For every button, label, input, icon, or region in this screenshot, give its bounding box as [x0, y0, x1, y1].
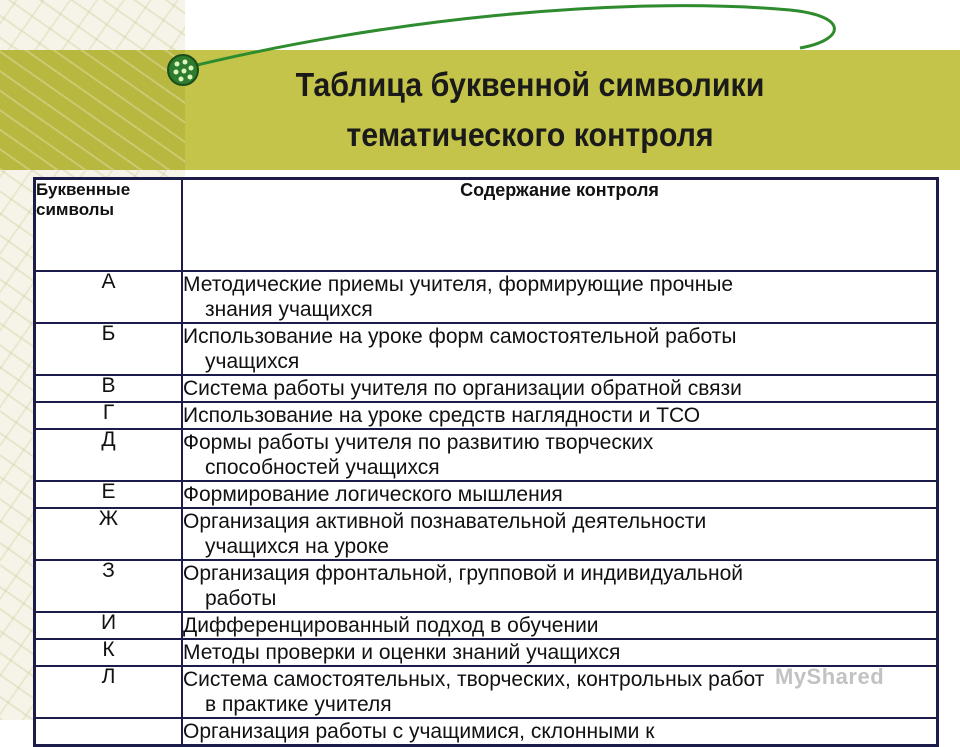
row-content-line-2: в практике учителя: [205, 693, 392, 716]
row-symbol: К: [35, 639, 183, 666]
slide-title: [226, 60, 833, 160]
row-symbol: Л: [35, 666, 183, 718]
row-content-line-2: знания учащихся: [205, 298, 373, 321]
row-symbol: И: [35, 612, 183, 639]
table-row: [35, 508, 938, 560]
row-symbol: Г: [35, 402, 183, 429]
row-content-line-2: учащихся: [205, 350, 300, 373]
table-row: [35, 612, 938, 639]
row-symbol: [35, 718, 183, 746]
table-row: [35, 271, 938, 323]
watermark: MyShared: [775, 664, 885, 689]
table-row: [35, 481, 938, 508]
control-table: [33, 177, 939, 747]
row-content-line-1: Организация активной познавательной деятельности: [183, 510, 707, 533]
row-content-line-1: Формирование логического мышления: [183, 483, 563, 506]
table-row: [35, 639, 938, 666]
row-content-line-2: способностей учащихся: [205, 456, 440, 479]
table-row: [35, 718, 938, 746]
row-content-line-1: Использование на уроке средств наглядности и ТСО: [183, 404, 701, 427]
row-content: [182, 481, 938, 508]
row-content: [182, 639, 938, 666]
row-symbol: Д: [35, 429, 183, 481]
ornament-ball-icon: [168, 55, 198, 85]
row-content-line-1: Методы проверки и оценки знаний учащихся: [183, 641, 621, 664]
header-content: Содержание контроля: [182, 179, 938, 272]
row-content: [182, 375, 938, 402]
title-line-1: Таблица буквенной символики: [295, 66, 765, 103]
table-row: [35, 375, 938, 402]
row-symbol: Ж: [35, 508, 183, 560]
title-line-2: тематического контроля: [346, 116, 714, 153]
row-content: [182, 718, 938, 746]
row-content-line-1: Методические приемы учителя, формирующие прочные: [183, 273, 734, 296]
row-symbol: З: [35, 560, 183, 612]
row-content: [182, 402, 938, 429]
row-symbol: Е: [35, 481, 183, 508]
table-row: [35, 560, 938, 612]
row-content-line-1: Дифференцированный подход в обучении: [183, 614, 599, 637]
table-row: [35, 323, 938, 375]
row-content: [182, 612, 938, 639]
row-content-line-1: Формы работы учителя по развитию творческих: [183, 431, 654, 454]
row-content: [182, 429, 938, 481]
header-symbols: Буквенные символы: [35, 179, 183, 272]
table-row: [35, 429, 938, 481]
row-content: [182, 560, 938, 612]
row-content-line-1: Использование на уроке форм самостоятельной работы: [183, 325, 737, 348]
row-content-line-1: Организация фронтальной, групповой и индивидуальной: [183, 562, 744, 585]
table-header-row: [35, 179, 938, 272]
row-content-line-2: работы: [205, 587, 277, 610]
row-content: [182, 508, 938, 560]
row-content-line-1: Система самостоятельных, творческих, контрольных работ: [183, 668, 765, 691]
row-symbol: В: [35, 375, 183, 402]
table-row: [35, 402, 938, 429]
row-symbol: Б: [35, 323, 183, 375]
row-content: [182, 323, 938, 375]
row-content-line-1: Организация работы с учащимися, склонными к: [183, 720, 655, 743]
row-content-line-1: Система работы учителя по организации обратной связи: [183, 377, 742, 400]
row-content: [182, 271, 938, 323]
row-symbol: А: [35, 271, 183, 323]
row-content-line-2: учащихся на уроке: [205, 535, 389, 558]
